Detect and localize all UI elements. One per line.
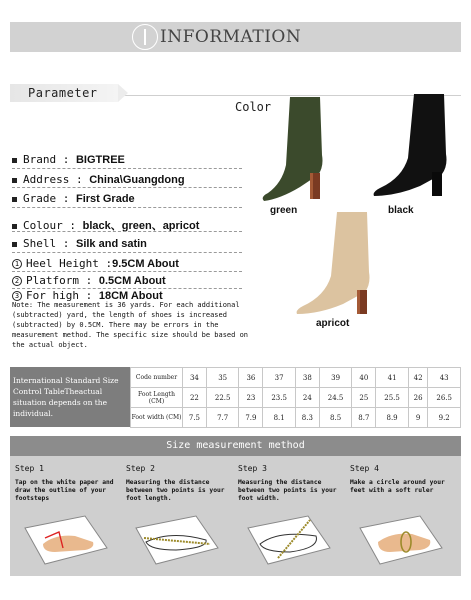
table-cell: 37	[263, 368, 296, 388]
bullet-icon	[12, 224, 17, 229]
table-cell: 8.3	[295, 408, 319, 428]
foot-ruler-icon	[350, 508, 450, 568]
spec-label: Colour :	[23, 219, 76, 232]
bullet-icon	[12, 197, 17, 202]
spec-value: 0.5CM About	[98, 275, 166, 287]
spec-label: Grade :	[23, 192, 70, 205]
spec-label: Platform :	[26, 274, 93, 287]
row-header: Code number	[131, 368, 183, 388]
step-desc: Make a circle around your feet with a soft ruler	[350, 479, 445, 494]
spec-value: 18CM About	[98, 290, 163, 302]
table-cell: 24	[295, 388, 319, 408]
spec-label: Heel Height :	[26, 257, 113, 270]
table-row	[131, 368, 461, 388]
number-circle-icon: 2	[12, 276, 22, 286]
info-icon	[132, 24, 158, 50]
divider	[12, 231, 242, 232]
table-cell: 40	[352, 368, 376, 388]
table-cell: 36	[239, 368, 263, 388]
step-4	[350, 464, 460, 574]
table-row	[131, 408, 461, 428]
table-cell: 35	[206, 368, 239, 388]
table-cell: 39	[319, 368, 352, 388]
information-banner	[10, 22, 461, 52]
spec-value: 9.5CM About	[112, 258, 179, 270]
spec-value: China\Guangdong	[89, 174, 185, 186]
size-table	[130, 367, 461, 428]
table-cell: 7.5	[183, 408, 207, 428]
table-cell: 34	[183, 368, 207, 388]
divider	[12, 207, 242, 208]
spec-grade	[12, 192, 135, 205]
table-cell: 7.7	[206, 408, 239, 428]
table-cell: 9.2	[428, 408, 461, 428]
apricot-label: apricot	[316, 318, 350, 329]
spec-label: Address :	[23, 173, 83, 186]
spec-platform	[12, 274, 166, 287]
bullet-icon	[12, 242, 17, 247]
spec-brand	[12, 153, 125, 166]
black-label: black	[388, 205, 414, 216]
number-circle-icon: 3	[12, 291, 22, 301]
spec-label: Shell :	[23, 237, 70, 250]
spec-label: For high :	[26, 289, 93, 302]
table-cell: 26.5	[428, 388, 461, 408]
spec-value: Silk and satin	[75, 238, 147, 250]
divider	[12, 271, 242, 272]
measurement-title: Size measurement method	[10, 436, 461, 456]
step-3	[238, 464, 348, 574]
table-cell: 42	[408, 368, 427, 388]
table-cell: 8.7	[352, 408, 376, 428]
divider	[12, 187, 242, 188]
page-title: INFORMATION	[160, 27, 302, 47]
banner-content	[132, 22, 301, 52]
spec-shell	[12, 237, 147, 250]
measurement-section	[10, 436, 461, 576]
table-cell: 25.5	[376, 388, 409, 408]
number-circle-icon: 1	[12, 259, 22, 269]
table-cell: 7.9	[239, 408, 263, 428]
divider	[12, 168, 242, 169]
table-cell: 23	[239, 388, 263, 408]
row-header: Foot width (CM)	[131, 408, 183, 428]
spec-label: Brand :	[23, 153, 70, 166]
table-cell: 24.5	[319, 388, 352, 408]
step-desc: Tap on the white paper and draw the outline of your footsteps	[15, 479, 114, 502]
foot-length-icon	[126, 508, 226, 568]
step-title: Step 2	[126, 464, 155, 473]
foot-width-icon	[238, 508, 338, 568]
spec-heel-height	[12, 257, 179, 270]
table-cell: 25	[352, 388, 376, 408]
parameter-label: Parameter	[28, 86, 98, 100]
spec-address	[12, 173, 185, 186]
table-cell: 41	[376, 368, 409, 388]
step-2	[126, 464, 236, 574]
green-label: green	[270, 205, 298, 216]
step-title: Step 4	[350, 464, 379, 473]
table-row	[131, 388, 461, 408]
step-desc: Measuring the distance between two points is your foot length.	[126, 479, 225, 502]
black-boot-image	[372, 92, 457, 202]
spec-value: BIGTREE	[75, 154, 125, 166]
table-cell: 8.1	[263, 408, 296, 428]
step-title: Step 1	[15, 464, 44, 473]
size-chart-label: International Standard Size Control TableTheactual situation depends on the individual.	[10, 367, 130, 427]
color-label: Color	[235, 100, 272, 114]
divider	[12, 252, 242, 253]
bullet-icon	[12, 158, 17, 163]
table-cell: 23.5	[263, 388, 296, 408]
step-title: Step 3	[238, 464, 267, 473]
table-cell: 38	[295, 368, 319, 388]
size-chart	[10, 367, 461, 427]
measurement-note: Note: The measurement is 36 yards. For each additional (subtracted) yard, the length of shoes is increased (subtracted) by 0.5CM. There may be errors in the measurement method. The specific size should be based on the actual object.	[12, 301, 249, 349]
spec-value: First Grade	[75, 193, 135, 205]
step-1	[15, 464, 125, 574]
table-cell: 8.5	[319, 408, 352, 428]
table-cell: 22.5	[206, 388, 239, 408]
row-header: Foot Length (CM)	[131, 388, 183, 408]
table-cell: 8.9	[376, 408, 409, 428]
spec-value: black、green、apricot	[82, 220, 200, 232]
green-boot-image	[260, 95, 340, 205]
bullet-icon	[12, 178, 17, 183]
table-cell: 43	[428, 368, 461, 388]
apricot-boot-image	[295, 210, 380, 320]
step-desc: Measuring the distance between two points is your foot width.	[238, 479, 337, 502]
table-cell: 9	[408, 408, 427, 428]
foot-outline-icon	[15, 508, 115, 568]
table-cell: 22	[183, 388, 207, 408]
table-cell: 26	[408, 388, 427, 408]
